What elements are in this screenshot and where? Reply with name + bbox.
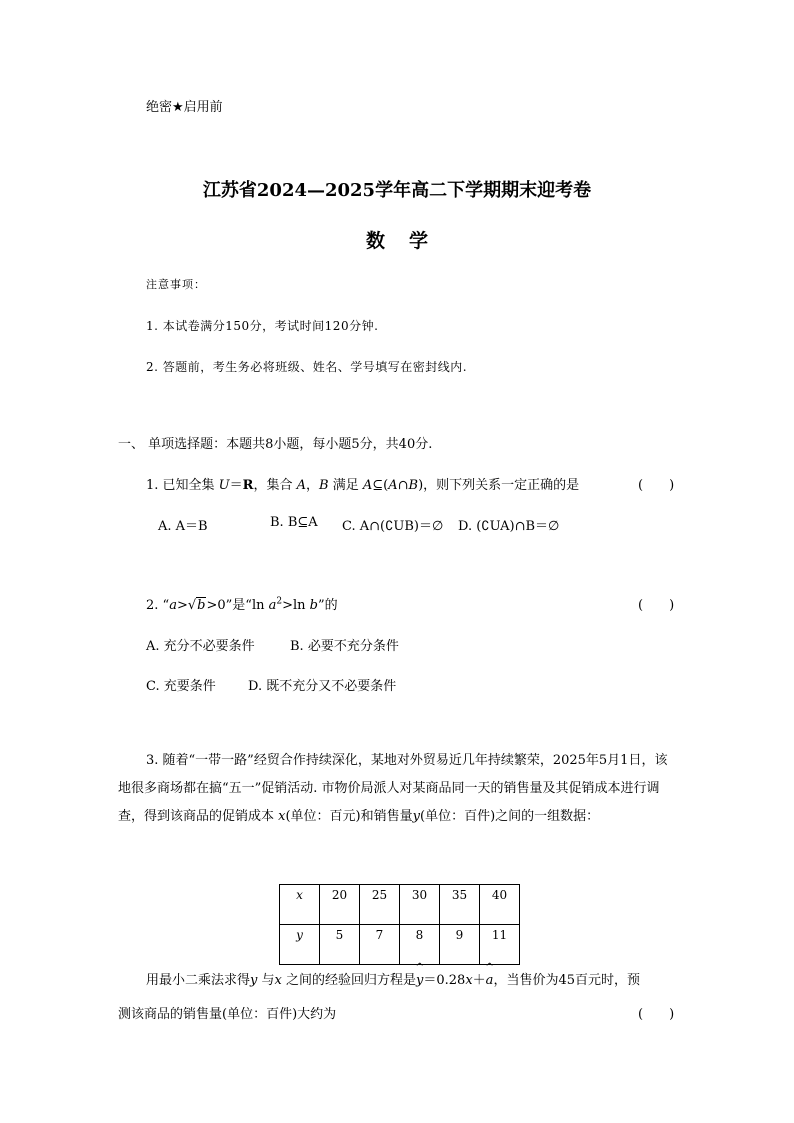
question-2-answer-blank: ( ) bbox=[638, 598, 675, 613]
question-1-option-a: A. A＝B bbox=[158, 519, 208, 534]
table-cell: 9 bbox=[440, 925, 480, 965]
question-3-answer-blank: ( ) bbox=[638, 1007, 675, 1022]
question-2-option-a: A. 充分不必要条件 bbox=[146, 639, 255, 654]
note-item-2: 2. 答题前，考生务必将班级、姓名、学号填写在密封线内. bbox=[146, 360, 468, 374]
question-3-paragraph: 3. 随着“一带一路”经贸合作持续深化，某地对外贸易近几年持续繁荣，2025年5月1日，该地很多商场都在搞“五一”促销活动. 市物价局派人对某商品同一天的销售量及其促销成本进行调查，得到该商品的促销成本 x(单位：百元)和销售量y(单位：百件)之间的一组数据： bbox=[118, 753, 668, 824]
table-cell: 7 bbox=[360, 925, 400, 965]
question-1-option-c: C. A∩(∁UB)＝∅ bbox=[342, 519, 444, 534]
question-2-stem: 2. “a>√b>0”是“ln $a^2>\ln$ b”的 bbox=[146, 596, 338, 613]
question-1-option-b: B. B⊆A bbox=[270, 515, 318, 530]
question-1-stem: 1. 已知全集 U＝R，集合 A，B 满足 A⊆(A∩B)，则下列关系一定正确的是 bbox=[146, 478, 580, 493]
table-row-y bbox=[280, 925, 520, 965]
confidential-mark: 绝密★启用前 bbox=[146, 100, 223, 115]
table-cell: 35 bbox=[440, 885, 480, 925]
note-item-1: 1. 本试卷满分150分，考试时间120分钟. bbox=[146, 319, 379, 333]
table-header-x: x bbox=[280, 885, 320, 925]
section-heading: 一、 单项选择题：本题共8小题，每小题5分，共40分. bbox=[118, 437, 433, 452]
exam-subject: 数学 bbox=[365, 230, 452, 252]
exam-title: 江苏省2024—2025学年高二下学期期末迎考卷 bbox=[202, 180, 592, 201]
data-table bbox=[279, 884, 520, 965]
question-2-option-d: D. 既不充分又不必要条件 bbox=[248, 679, 397, 694]
question-2-option-b: B. 必要不充分条件 bbox=[290, 639, 399, 654]
table-cell: 30 bbox=[400, 885, 440, 925]
table-header-y: y bbox=[280, 925, 320, 965]
question-3-ask: 测该商品的销售量(单位：百件)大约为 bbox=[118, 1007, 337, 1022]
table-cell: 20 bbox=[320, 885, 360, 925]
table-row-x bbox=[280, 885, 520, 925]
table-cell: 25 bbox=[360, 885, 400, 925]
question-2-option-c: C. 充要条件 bbox=[146, 679, 216, 694]
table-cell: 8 bbox=[400, 925, 440, 965]
notes-heading: 注意事项： bbox=[146, 278, 206, 291]
question-3-regression-line: 用最小二乘法求得y 与x 之间的经验回归方程是^ y＝0.28x＋^ a，当售价为45百元时，预 bbox=[146, 969, 640, 988]
question-1-answer-blank: ( ) bbox=[638, 478, 675, 493]
table-cell: 40 bbox=[480, 885, 520, 925]
table-cell: 5 bbox=[320, 925, 360, 965]
table-cell: 11 bbox=[480, 925, 520, 965]
question-1-option-d: D. (∁UA)∩B＝∅ bbox=[458, 519, 560, 534]
